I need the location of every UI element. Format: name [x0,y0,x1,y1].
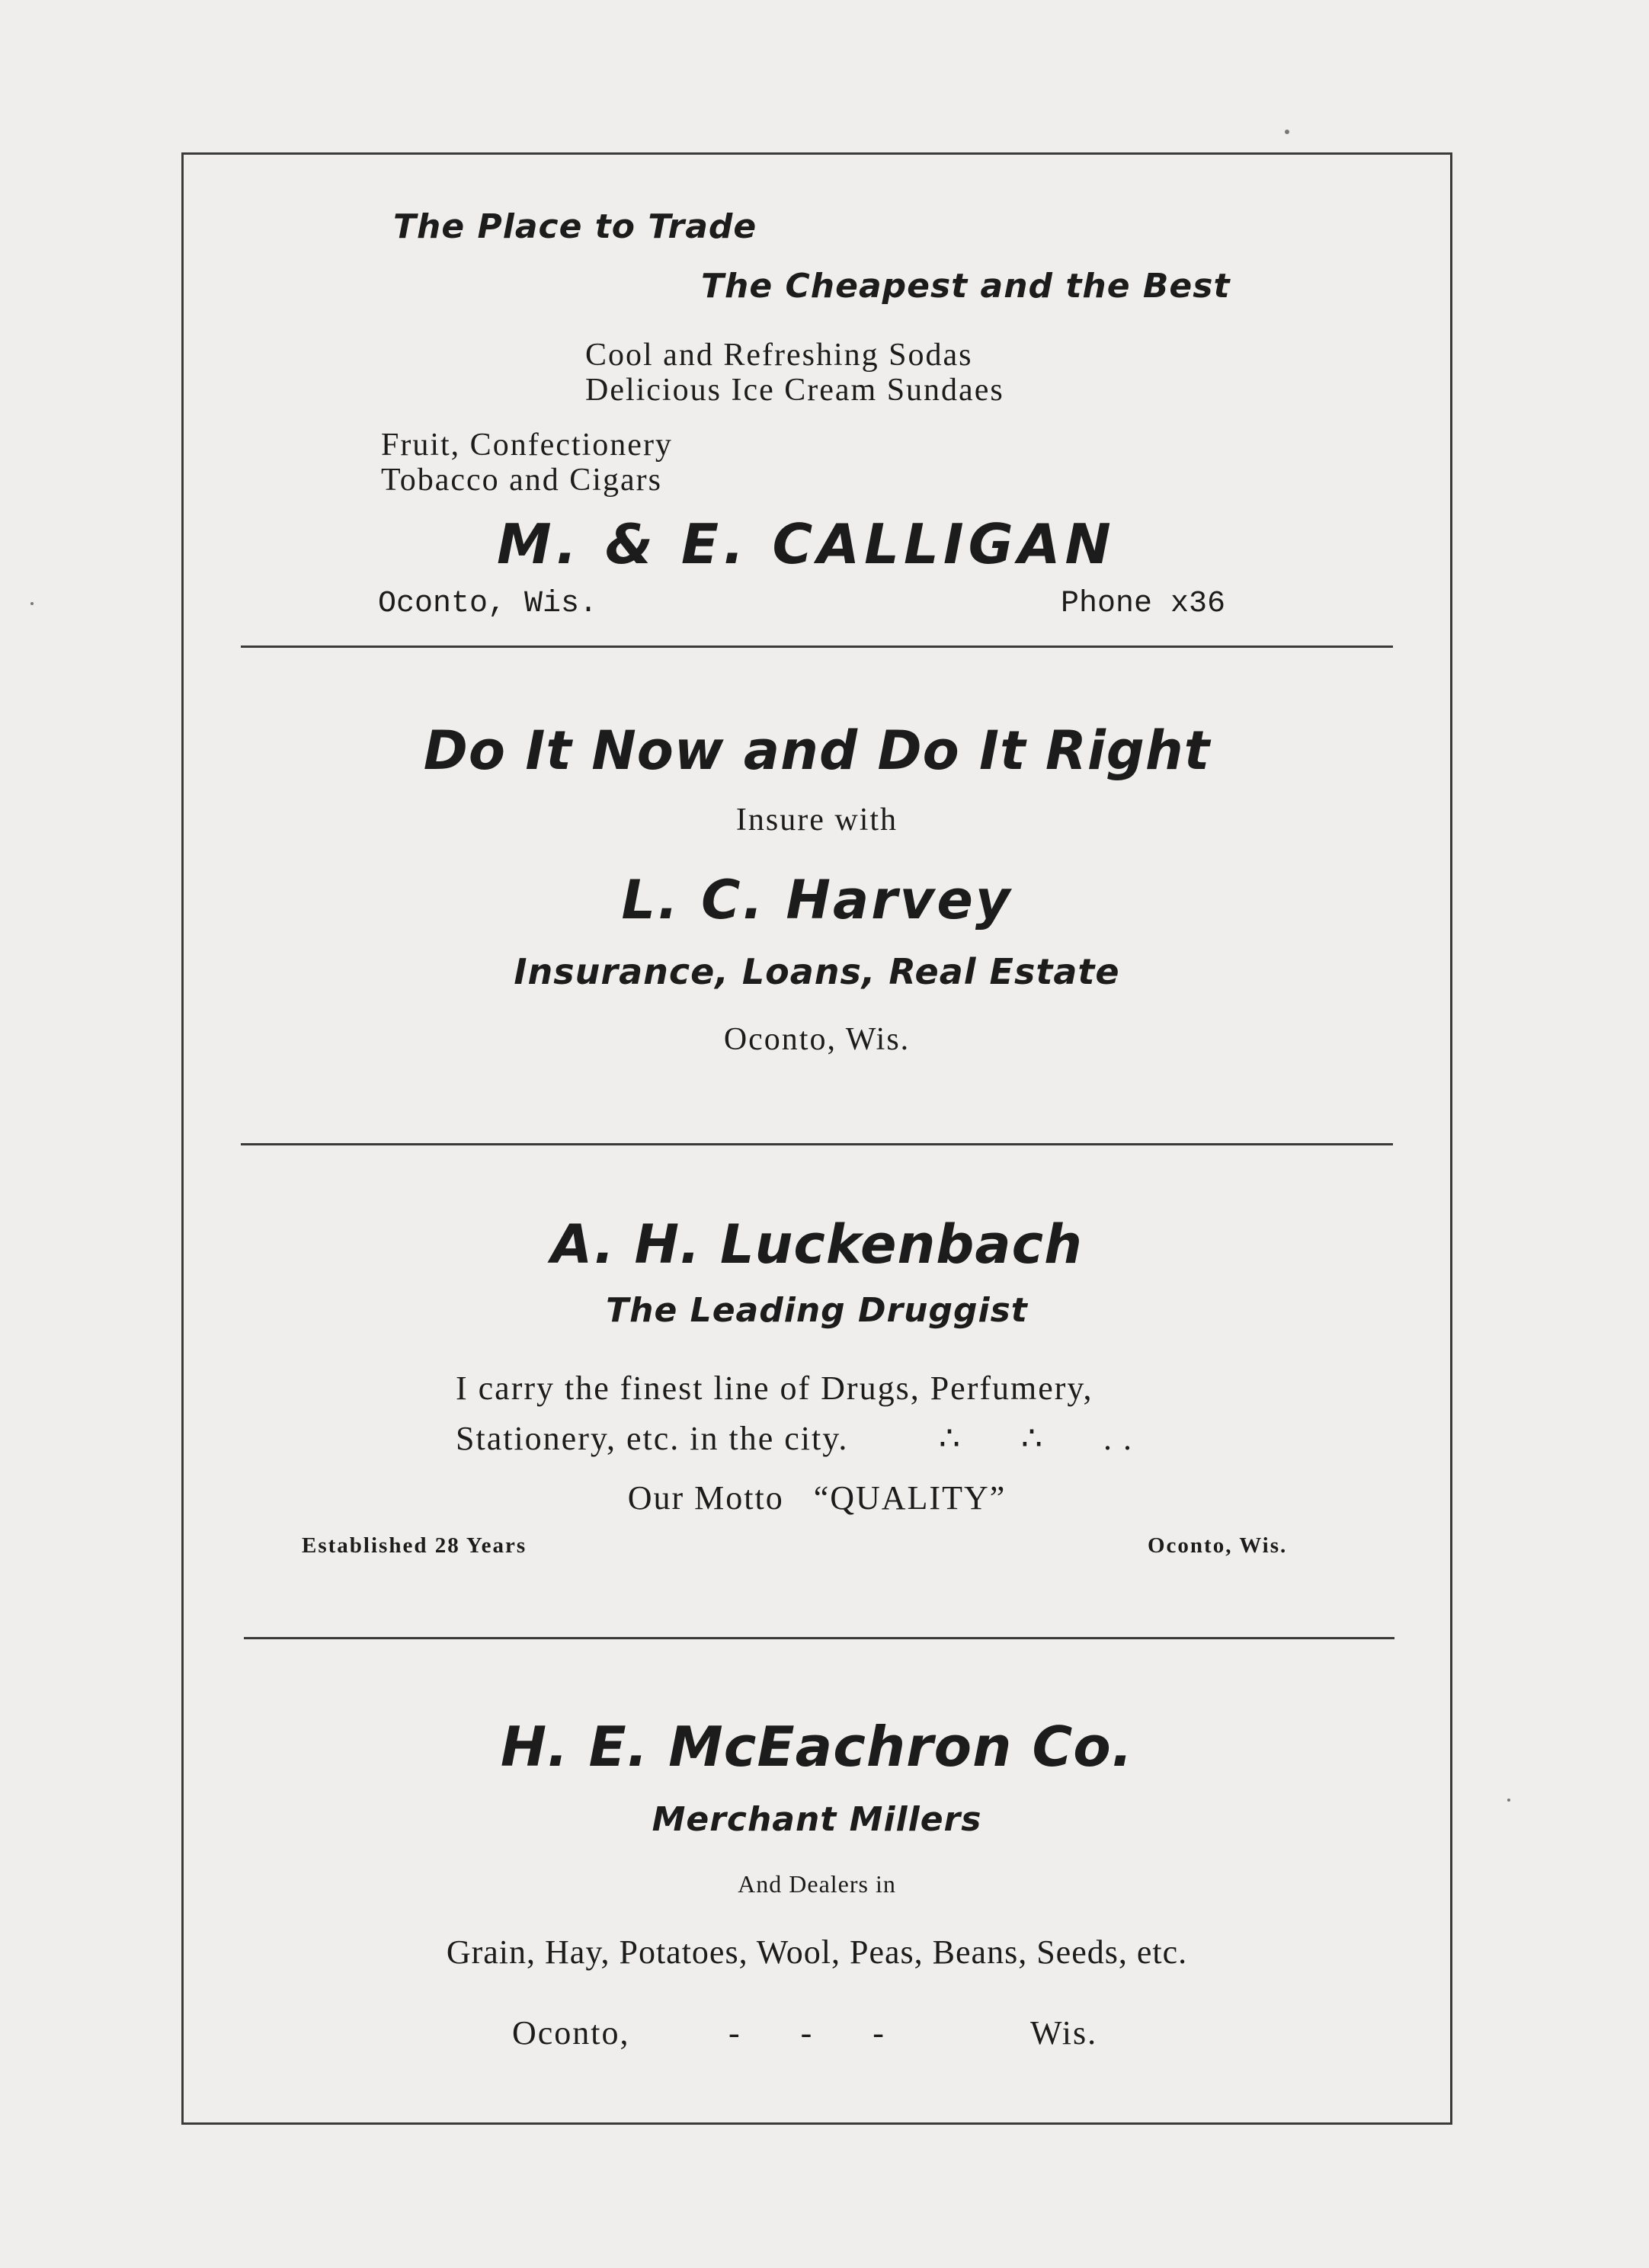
calligan-name: M. & E. CALLIGAN [497,512,1116,576]
calligan-phone: Phone x36 [1061,587,1226,621]
luckenbach-body-2: Stationery, etc. in the city. [456,1420,849,1457]
harvey-name: L. C. Harvey [621,869,1013,931]
divider-3 [244,1637,1394,1639]
calligan-fruit: Fruit, Confectionery [381,428,673,463]
luckenbach-name: A. H. Luckenbach [551,1213,1083,1276]
harvey-headline: Do It Now and Do It Right [423,719,1211,782]
mceachron-trade: Merchant Millers [652,1800,982,1839]
luckenbach-established: Established 28 Years [302,1533,527,1558]
luckenbach-body-2-marks: ∴ ∴ . . [939,1420,1133,1457]
mceachron-state: Wis. [1030,2014,1098,2052]
paper-speck [1507,1799,1510,1802]
mceachron-city: Oconto, [512,2014,630,2052]
calligan-location: Oconto, Wis. [378,587,598,621]
luckenbach-motto: Our Motto “QUALITY” [627,1479,1007,1517]
calligan-slogan-2: The Cheapest and the Best [701,267,1231,306]
harvey-insure-with: Insure with [735,802,898,838]
divider-1 [241,645,1393,648]
calligan-sodas: Cool and Refreshing Sodas [585,338,973,373]
mceachron-dealers-in: And Dealers in [738,1870,896,1898]
calligan-slogan-1: The Place to Trade [393,207,757,246]
luckenbach-tagline: The Leading Druggist [606,1291,1028,1330]
luckenbach-body-1: I carry the finest line of Drugs, Perfumery, [456,1369,1093,1407]
harvey-services: Insurance, Loans, Real Estate [514,951,1120,992]
mceachron-dashes: - - - [728,2014,885,2052]
mceachron-name: H. E. McEachron Co. [500,1715,1134,1779]
divider-2 [241,1143,1393,1145]
calligan-sundaes: Delicious Ice Cream Sundaes [585,373,1004,408]
paper-speck [1285,130,1289,134]
paper-speck [30,602,34,605]
calligan-tobacco: Tobacco and Cigars [381,463,662,498]
mceachron-goods: Grain, Hay, Potatoes, Wool, Peas, Beans, Seeds, etc. [446,1933,1188,1971]
harvey-location: Oconto, Wis. [723,1022,911,1057]
luckenbach-location: Oconto, Wis. [1148,1533,1288,1558]
